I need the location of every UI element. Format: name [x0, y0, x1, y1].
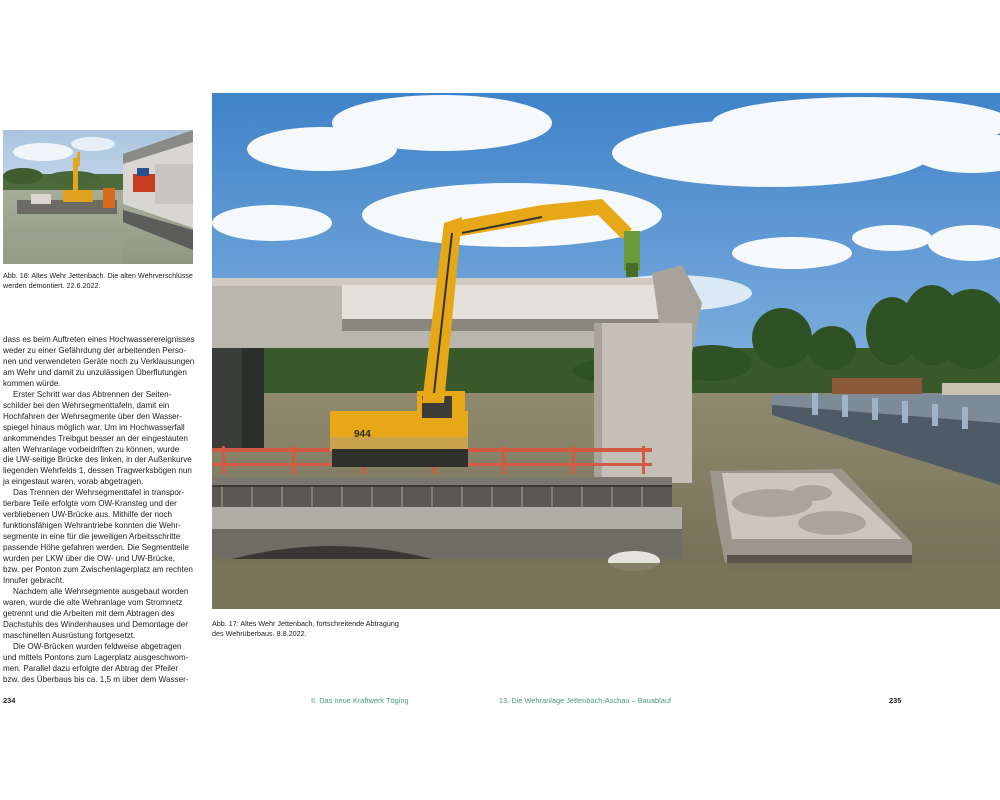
body-line: dass es beim Auftreten eines Hochwasserereignisses [3, 335, 195, 344]
body-line: Hochfahren der Wehrsegmente über den Wasser- [3, 411, 183, 421]
body-line: maschinellen Ausrüstung fortgesetzt. [3, 630, 136, 640]
figure-16-caption-line2: werden demontiert. 22.6.2022. [3, 280, 101, 290]
body-line: waren, wurde die alte Wehranlage vom Stromnetz [3, 597, 183, 607]
figure-16-caption [3, 271, 198, 290]
body-line: und mittels Pontons zum Lagerplatz ausgeschwom- [3, 652, 189, 662]
running-head-left: II. Das neue Kraftwerk Töging [311, 696, 409, 705]
body-line: segmente in eine für die jeweiligen Arbeitsschritte [3, 532, 181, 542]
body-line: die UW-seitige Brücke des linken, in der Außenkurve [3, 455, 192, 465]
body-line: am Wehr und damit zu unzulässigen Überflutungen [3, 367, 187, 377]
body-line: getrennt und die Arbeiten mit dem Abtragen des [3, 608, 175, 618]
page-number-right: 235 [889, 696, 902, 705]
page-number-left: 234 [3, 696, 16, 705]
figure-17-caption [212, 619, 432, 638]
body-line: Innufer gebracht. [3, 575, 65, 585]
figure-17-photo [212, 93, 1000, 609]
body-line: funktionsfähigen Wehrantriebe konnten die Wehr- [3, 521, 181, 531]
body-text-column [3, 335, 201, 686]
body-line: schilder bei den Wehrsegmenttafeln, damit ein [3, 400, 170, 410]
body-line: weder zu einer Gefährdung der arbeitenden Perso- [3, 345, 187, 355]
body-line: liegenden Wehrfelds 1, dessen Tragwerksbögen nun [3, 466, 192, 476]
body-line: nen und verwendeten Geräte noch zu Verklausungen [3, 356, 195, 366]
running-head-right: 13. Die Wehranlage Jettenbach-Aschau – Bauablauf [499, 696, 672, 705]
body-line: Dachstuhls des Windenhauses und Demontage der [3, 619, 188, 629]
body-line: spiegel hinaus möglich war. Um im Hochwasserfall [3, 422, 185, 432]
figure-17-caption-line2: des Wehrüberbaus. 8.8.2022. [212, 628, 307, 638]
body-line: bzw. per Ponton zum Zwischenlagerplatz am rechten [3, 565, 193, 575]
body-line: kommen würde. [3, 378, 61, 388]
body-line: bzw. des Überbaus bis ca. 1,5 m über dem Wasser- [3, 674, 189, 684]
body-line: passende Höhe gefahren werden. Die Segmentteile [3, 543, 189, 553]
body-line: Die OW-Brücken wurden feldweise abgetragen [13, 641, 182, 651]
figure-16-caption-line1: Abb. 16: Altes Wehr Jettenbach. Die alten Wehrverschlüsse [3, 271, 193, 280]
body-line: tierbare Teile erfolgte vom OW-Kransteg und der [3, 499, 177, 509]
body-line: Nachdem alle Wehrsegmente ausgebaut worden [13, 586, 189, 596]
excavator-label: 944 [354, 429, 371, 440]
body-line: ja eingestaut waren, vorab abgetragen. [3, 477, 144, 487]
body-line: alten Wehranlage vorbeidriften zu können, wurde [3, 444, 180, 454]
body-line: verbliebenen UW-Brücke aus. Mithilfe der noch [3, 510, 173, 520]
body-line: men. Parallel dazu erfolgte der Abtrag der Pfeiler [3, 663, 179, 673]
figure-16-photo [3, 130, 193, 264]
body-line: ankommendes Treibgut besser an der eingestauten [3, 433, 188, 443]
figure-17-caption-line1: Abb. 17: Altes Wehr Jettenbach, fortschreitende Abtragung [212, 619, 399, 628]
body-line: Erster Schritt war das Abtrennen der Seiten- [13, 389, 172, 399]
body-line: Das Trennen der Wehrsegmenttafel in transpor- [13, 488, 185, 498]
body-line: wurden per LKW über die OW- und UW-Brücke, [3, 554, 175, 564]
